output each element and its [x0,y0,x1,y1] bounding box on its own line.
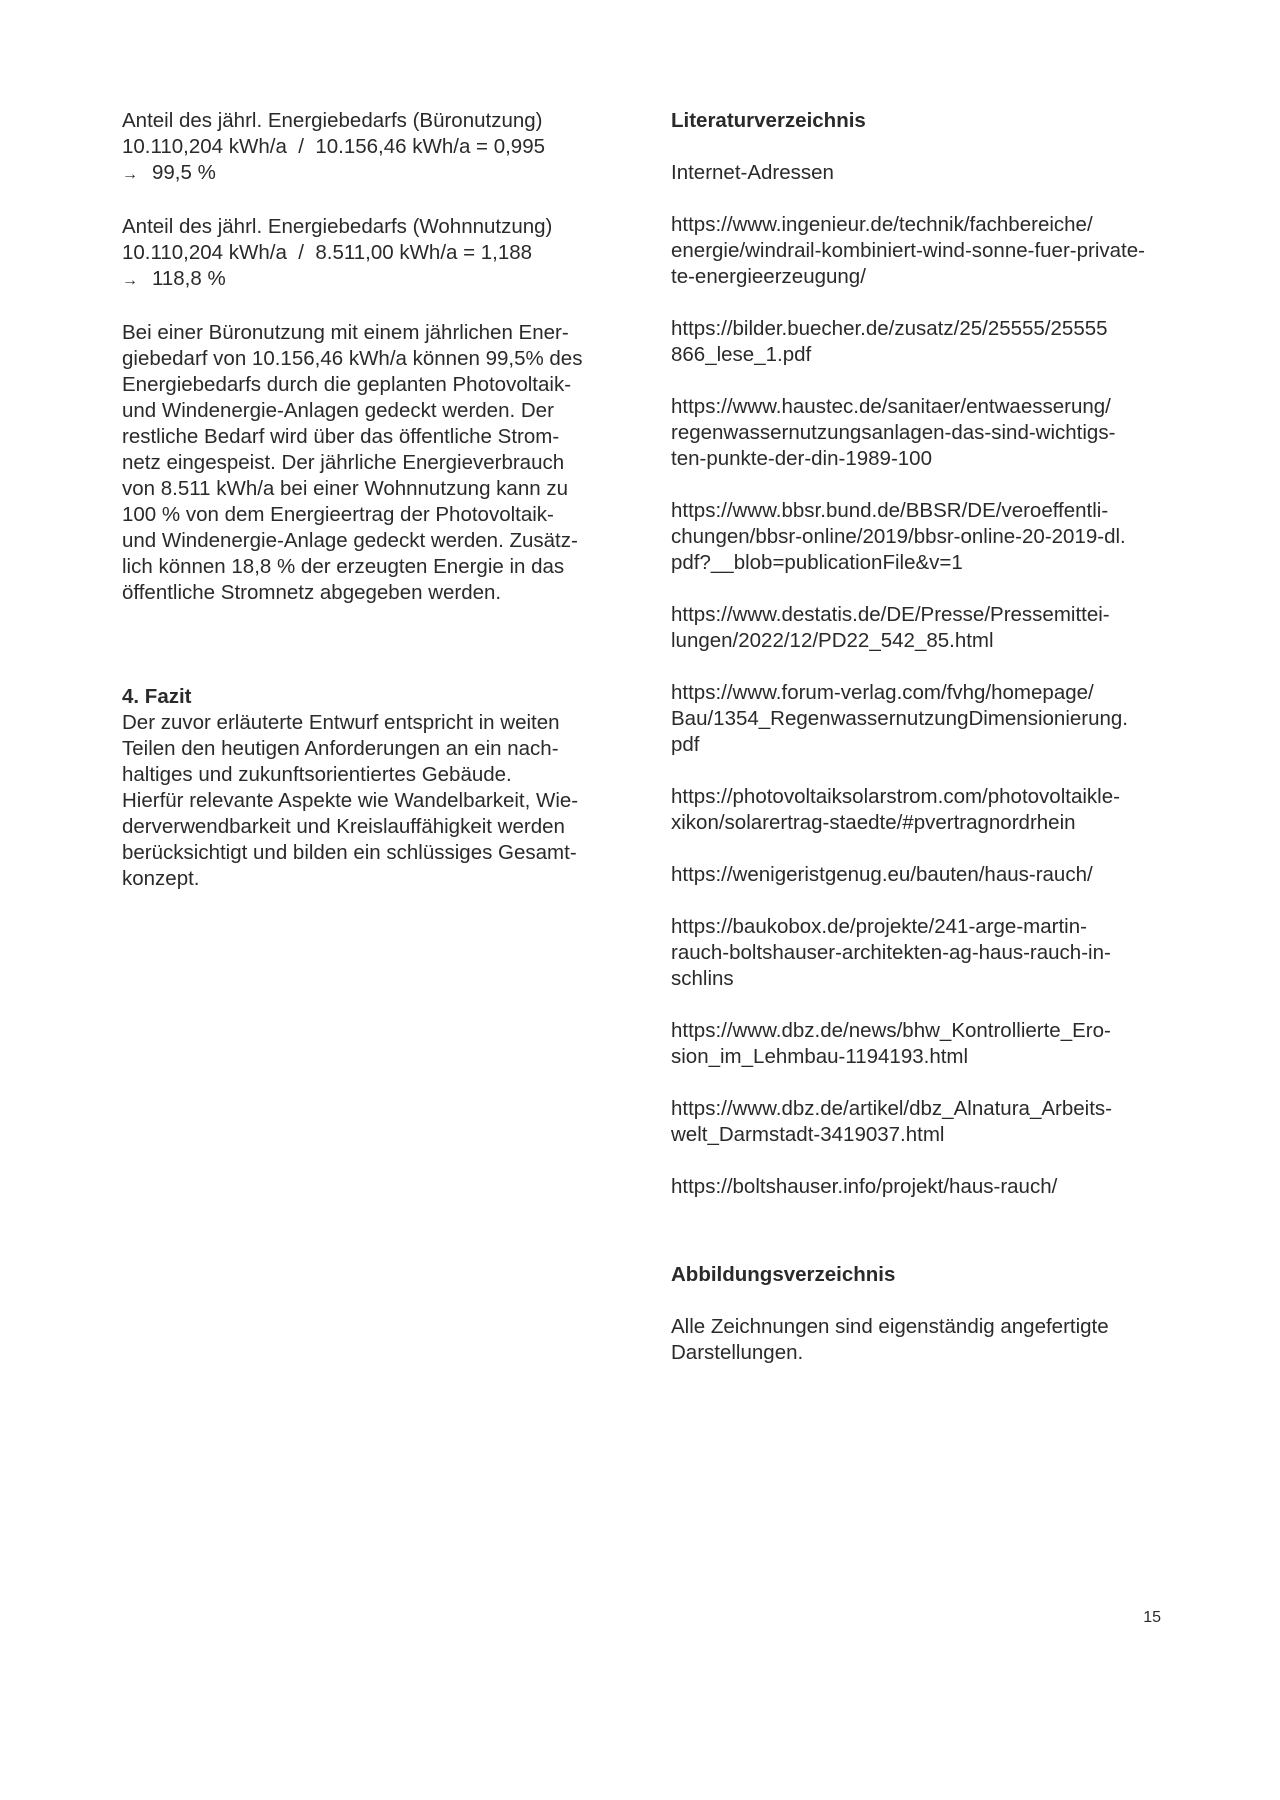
paragraph-line: giebedarf von 10.156,46 kWh/a können 99,5% des [122,347,583,370]
fazit-line: Der zuvor erläuterte Entwurf entspricht in weiten [122,711,560,734]
reference-item[interactable] [671,1174,1161,1200]
fazit-line: Teilen den heutigen Anforderungen an ein nach- [122,737,559,760]
literatur-heading: Literaturverzeichnis [671,109,866,132]
arrow-icon: → [122,166,138,183]
reference-link-line[interactable]: https://www.ingenieur.de/technik/fachbereiche/ [671,213,1093,236]
reference-link-line[interactable]: rauch-boltshauser-architekten-ag-haus-rauch-in- [671,941,1111,964]
calc-buero-result: 99,5 % [152,161,216,184]
fazit-line: konzept. [122,867,200,890]
reference-link-line[interactable]: https://baukobox.de/projekte/241-arge-martin- [671,915,1087,938]
reference-link-line[interactable]: schlins [671,967,734,990]
fazit-heading: 4. Fazit [122,685,192,708]
reference-item[interactable] [671,914,1161,992]
reference-link-line[interactable]: https://www.forum-verlag.com/fvhg/homepage/ [671,681,1094,704]
fazit-line: derverwendbarkeit und Kreislauffähigkeit werden [122,815,565,838]
reference-item[interactable] [671,1018,1161,1070]
literatur-section [671,108,1161,1200]
paragraph-line: und Windenergie-Anlagen gedeckt werden. Der [122,399,554,422]
reference-link-line[interactable]: https://wenigeristgenug.eu/bauten/haus-rauch/ [671,863,1093,886]
paragraph-line: von 8.511 kWh/a bei einer Wohnnutzung kann zu [122,477,568,500]
fazit-line: berücksichtigt und bilden ein schlüssiges Gesamt- [122,841,577,864]
calc-wohn-title: Anteil des jährl. Energiebedarfs (Wohnnutzung) [122,215,553,238]
calc-wohn-formula: 10.110,204 kWh/a / 8.511,00 kWh/a = 1,188 [122,241,533,264]
reference-item[interactable] [671,316,1161,368]
reference-item[interactable] [671,784,1161,836]
page-number: 15 [1143,1609,1161,1626]
reference-link-line[interactable]: pdf [671,733,700,756]
abbildungen-section [671,1262,1161,1366]
abbildungen-heading: Abbildungsverzeichnis [671,1263,896,1286]
reference-link-line[interactable]: Bau/1354_RegenwassernutzungDimensionierung. [671,707,1128,730]
reference-link-line[interactable]: https://www.destatis.de/DE/Presse/Pressemittei- [671,603,1110,626]
reference-item[interactable] [671,498,1161,576]
calc-buero [122,108,612,188]
paragraph-line: lich können 18,8 % der erzeugten Energie in das [122,555,565,578]
abbildungen-text [671,1314,1161,1366]
reference-link-line[interactable]: https://www.dbz.de/news/bhw_Kontrollierte_Ero- [671,1019,1111,1042]
reference-item[interactable] [671,212,1161,290]
energy-paragraph [122,320,612,606]
reference-link-line[interactable]: https://www.dbz.de/artikel/dbz_Alnatura_Arbeits- [671,1097,1112,1120]
calc-wohn-result: 118,8 % [152,267,226,290]
paragraph-line: und Windenergie-Anlage gedeckt werden. Zusätz- [122,529,578,552]
calc-buero-title: Anteil des jährl. Energiebedarfs (Büronutzung) [122,109,543,132]
arrow-icon: → [122,272,138,289]
reference-link-line[interactable]: chungen/bbsr-online/2019/bbsr-online-20-2019-dl. [671,525,1126,548]
paragraph-line: netz eingespeist. Der jährliche Energieverbrauch [122,451,565,474]
fazit-line: Hierfür relevante Aspekte wie Wandelbarkeit, Wie- [122,789,579,812]
reference-link-line[interactable]: xikon/solarertrag-staedte/#pvertragnordrhein [671,811,1076,834]
reference-item[interactable] [671,1096,1161,1148]
fazit-section [122,684,612,892]
calc-wohn [122,214,612,294]
literatur-subheading: Internet-Adressen [671,161,834,184]
reference-item[interactable] [671,394,1161,472]
calc-buero-result-line [122,160,612,188]
reference-link-line[interactable]: ten-punkte-der-din-1989-100 [671,447,932,470]
reference-link-line[interactable]: lungen/2022/12/PD22_542_85.html [671,629,994,652]
reference-item[interactable] [671,602,1161,654]
paragraph-line: öffentliche Stromnetz abgegeben werden. [122,581,502,604]
reference-link-line[interactable]: https://photovoltaiksolarstrom.com/photovoltaikle- [671,785,1120,808]
reference-item[interactable] [671,680,1161,758]
reference-link-line[interactable]: 866_lese_1.pdf [671,343,812,366]
paragraph-line: restliche Bedarf wird über das öffentliche Strom- [122,425,560,448]
abbildungen-line: Darstellungen. [671,1341,804,1364]
reference-link-line[interactable]: regenwassernutzungsanlagen-das-sind-wichtigs- [671,421,1116,444]
reference-link-line[interactable]: https://boltshauser.info/projekt/haus-rauch/ [671,1175,1058,1198]
reference-item[interactable] [671,862,1161,888]
right-column [671,108,1161,1366]
paragraph-line: Bei einer Büronutzung mit einem jährlichen Ener- [122,321,569,344]
abbildungen-line: Alle Zeichnungen sind eigenständig angefertigte [671,1315,1109,1338]
reference-link-line[interactable]: energie/windrail-kombiniert-wind-sonne-fuer-private- [671,239,1145,262]
reference-link-line[interactable]: welt_Darmstadt-3419037.html [671,1123,945,1146]
fazit-line: haltiges und zukunftsorientiertes Gebäude. [122,763,512,786]
paragraph-line: 100 % von dem Energieertrag der Photovoltaik- [122,503,554,526]
reference-link-line[interactable]: https://www.haustec.de/sanitaer/entwaesserung/ [671,395,1111,418]
reference-link-line[interactable]: https://bilder.buecher.de/zusatz/25/25555/25555 [671,317,1108,340]
paragraph-line: Energiebedarfs durch die geplanten Photovoltaik- [122,373,572,396]
reference-link-line[interactable]: pdf?__blob=publicationFile&v=1 [671,551,963,574]
reference-link-line[interactable]: te-energieerzeugung/ [671,265,866,288]
left-column [122,108,612,892]
reference-link-line[interactable]: https://www.bbsr.bund.de/BBSR/DE/veroeffentli- [671,499,1109,522]
calc-buero-formula: 10.110,204 kWh/a / 10.156,46 kWh/a = 0,995 [122,135,546,158]
calc-wohn-result-line [122,266,612,294]
reference-link-line[interactable]: sion_im_Lehmbau-1194193.html [671,1045,969,1068]
